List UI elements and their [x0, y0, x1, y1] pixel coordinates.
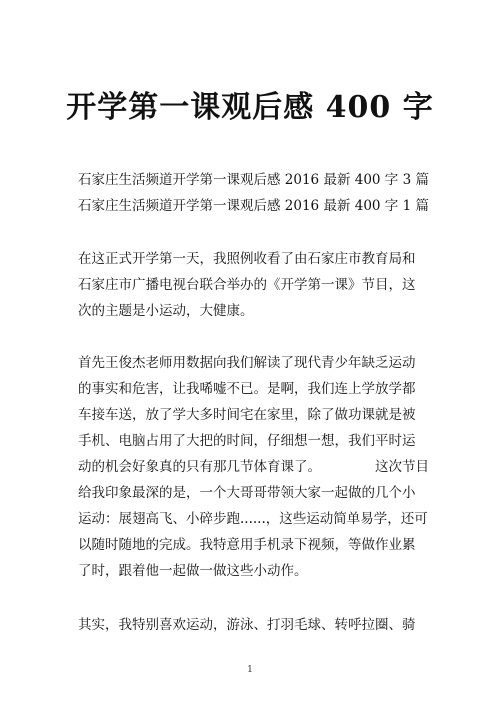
text-line: 车接车送，放了学大多时间宅在家里，除了做功课就是被: [78, 407, 416, 423]
paragraph: [78, 612, 438, 638]
text-line: [78, 454, 438, 480]
text-line: 了时，跟着他一起做一做这些小动作。: [78, 563, 308, 579]
subtitle-line: 石家庄生活频道开学第一课观后感 2016 最新 400 字 1 篇: [78, 198, 429, 214]
text-line: 的事实和危害，让我唏嘘不已。是啊，我们连上学放学都: [78, 381, 416, 397]
text-line: 石家庄市广播电视台联合举办的《开学第一课》节目，这: [78, 277, 416, 293]
text-segment: 动的机会好象真的只有那几节体育课了。: [78, 459, 321, 475]
text-line: 首先王俊杰老师用数据向我们解读了现代青少年缺乏运动: [78, 355, 416, 371]
text-line: 以随时随地的完成。我特意用手机录下视频，等做作业累: [78, 537, 416, 553]
text-line: 手机、电脑占用了大把的时间，仔细想一想，我们平时运: [78, 433, 416, 449]
text-line: 在这正式开学第一天，我照例收看了由石家庄市教育局和: [78, 251, 416, 267]
paragraph: [78, 246, 438, 324]
text-line: 给我印象最深的是，一个大哥哥带领大家一起做的几个小: [78, 485, 416, 501]
text-segment: 这次节目: [375, 459, 429, 475]
paragraph: [78, 350, 438, 584]
text-line: 运动：展翅高飞、小碎步跑......，这些运动简单易学，还可: [78, 511, 428, 527]
text-line: 次的主题是小运动，大健康。: [78, 303, 254, 319]
subtitle-line: 石家庄生活频道开学第一课观后感 2016 最新 400 字 3 篇: [78, 172, 429, 188]
page-number: 1: [247, 665, 253, 675]
text-line: 其实，我特别喜欢运动，游泳、打羽毛球、转呼拉圈、骑: [78, 617, 416, 633]
document-title: 开学第一课观后感 400 字: [66, 90, 434, 125]
